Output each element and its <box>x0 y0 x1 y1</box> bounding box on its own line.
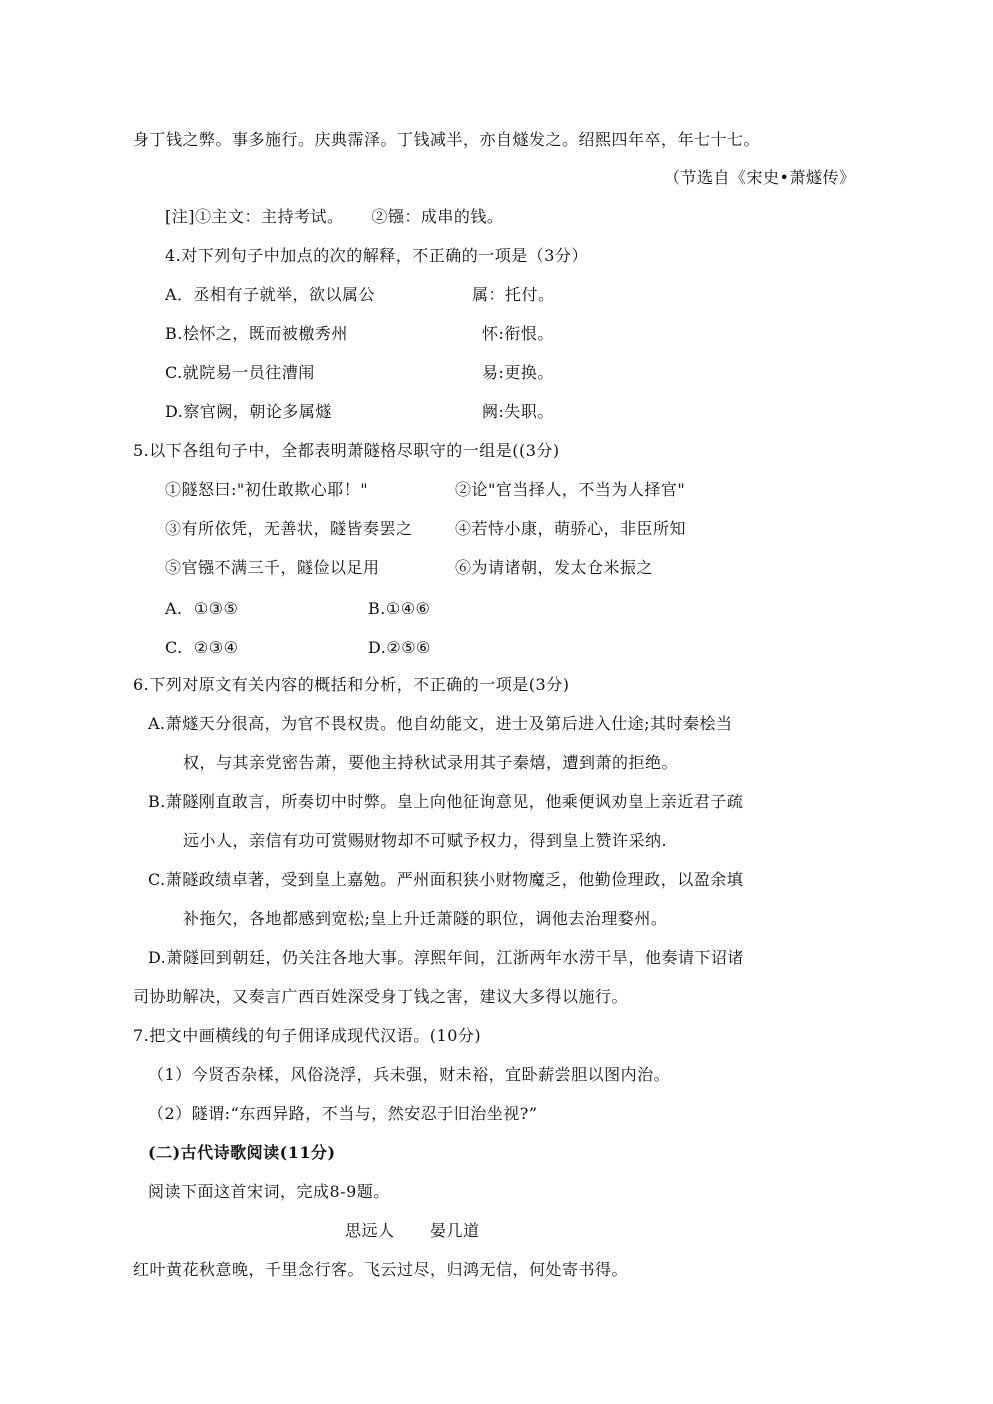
annotation-note: [注]①主文：主持考试。 ②镪：成串的钱。 <box>165 207 504 226</box>
option-d-explanation: 阙:失职。 <box>482 402 554 421</box>
option-d-sentence: D.察官阙，朝论多属燧 <box>165 402 332 421</box>
question-6: 6.下列对原文有关内容的概括和分析，不正确的一项是(3分) <box>133 675 570 694</box>
question-7: 7.把文中画横线的句子佣译成现代汉语。(10分) <box>133 1026 482 1045</box>
option-a-sentence: A．丞相有子就举，欲以属公 <box>165 285 376 304</box>
question-5: 5.以下各组句子中，全都表明萧隧格尽职守的一组是((3分) <box>133 441 560 460</box>
option-a-text-cont: 权，与其亲党密告萧，要他主持秋试录用其子秦熺，遭到萧的拒绝。 <box>183 753 679 772</box>
sentence-6: ⑥为请诸朝，发太仓米振之 <box>455 558 654 577</box>
option-c-explanation: 易:更换。 <box>482 363 554 382</box>
question-4: 4.对下列句子中加点的次的解释，不正确的一项是（3分） <box>165 246 588 265</box>
option-b-text: B.萧隧刚直敢言，所奏切中时弊。皇上向他征询意见，他乘便讽劝皇上亲近君子疏 <box>148 792 744 811</box>
sentence-5: ⑤官镪不满三千，隧俭以足用 <box>165 558 380 577</box>
option-d-text-cont: 司协助解决，又奏言广西百姓深受身丁钱之害，建议大多得以施行。 <box>133 987 629 1006</box>
option-a-text: A.萧燧天分很高，为官不畏权贵。他自幼能文，进士及第后进入仕途;其时秦桧当 <box>148 714 733 733</box>
option-b-text-cont: 远小人，亲信有功可赏赐财物却不可赋予权力，得到皇上赞许采纳. <box>183 831 668 850</box>
option-c-text-cont: 补拖欠，各地都感到宽松;皇上升迁萧隧的职位，调他去治理婺州。 <box>183 909 668 928</box>
poem-line: 红叶黄花秋意晚，千里念行客。飞云过尽，归鸿无信，何处寄书得。 <box>133 1260 629 1279</box>
option-c-text: C.萧隧政绩卓著，受到皇上嘉勉。严州面积狭小财物魔乏，他勤俭理政，以盈余填 <box>148 870 744 889</box>
sentence-1: ①隧怒曰:"初仕敢欺心耶！" <box>165 480 369 499</box>
option-c-sentence: C.就院易一员往漕闱 <box>165 363 315 382</box>
option-a-explanation: 属：托付。 <box>472 285 555 304</box>
text-line: 身丁钱之弊。事多施行。庆典霈泽。丁钱减半，亦自燧发之。绍熙四年卒，年七十七。 <box>133 130 761 149</box>
poem-title: 思远人 <box>345 1221 395 1240</box>
source-citation: （节选自《宋史•萧燧传》 <box>664 168 856 187</box>
choice-a: A. ①③⑤ <box>165 599 239 618</box>
option-b-sentence: B.桧怀之，既而被檄秀州 <box>165 324 348 343</box>
sentence-3: ③有所依凭，无善状，隧皆奏罢之 <box>165 519 413 538</box>
sentence-4: ④若恃小康，萌骄心，非臣所知 <box>455 519 687 538</box>
poem-author: 晏几道 <box>430 1221 480 1240</box>
option-d-text: D.萧隧回到朝廷，仍关注各地大事。淳熙年间，江浙两年水涝干旱，他奏请下诏诸 <box>148 948 744 967</box>
choice-b: B.①④⑥ <box>368 599 431 618</box>
sentence-2: ②论"官当择人，不当为人择官" <box>455 480 686 499</box>
option-b-explanation: 怀:衔恨。 <box>482 324 554 343</box>
translation-1: （1）今贤否杂楺，风俗浇浮，兵未强，财未裕，宜卧薪尝胆以图内治。 <box>148 1065 671 1084</box>
choice-c: C. ②③④ <box>165 638 239 657</box>
reading-instruction: 阅读下面这首宋词，完成8-9题。 <box>148 1182 390 1201</box>
choice-d: D.②⑤⑥ <box>368 638 431 657</box>
section-heading: (二)古代诗歌阅读(11分) <box>148 1143 336 1162</box>
translation-2: （2）隧谓:“东西异路，不当与，然安忍于旧治坐视?” <box>148 1104 538 1123</box>
